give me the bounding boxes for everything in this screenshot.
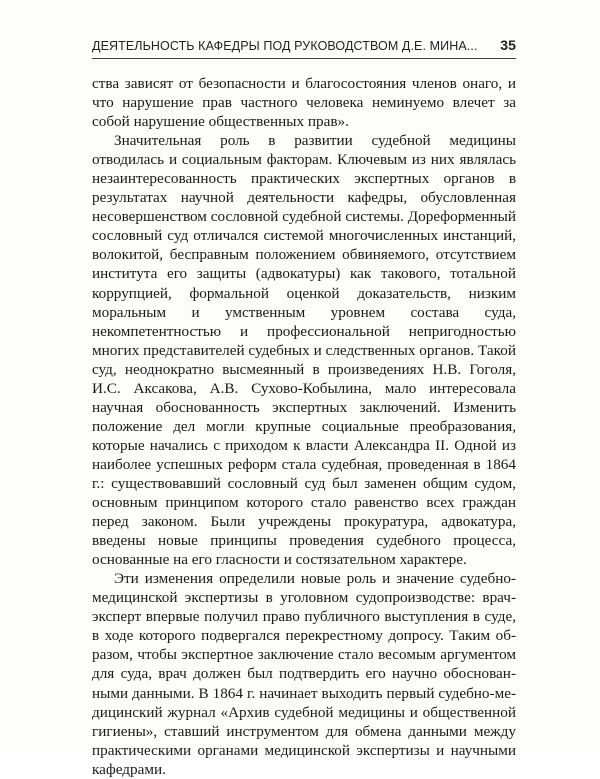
running-header xyxy=(92,36,516,59)
paragraph-continuation: ства зависят от безопасности и благосостояния членов онаго, и что нарушение прав частного человека неминуемо влечет за собой нарушение общественных прав». xyxy=(92,75,516,131)
paragraph-expertise-changes: Эти изменения определили новые роль и значение судебно-медицинской экспертизы в уголовном судопроизводстве: врач-эксперт впервые получил право публичного выступления в суде, в ходе которого подвергался перекрестному допросу. Таким образом, чтобы экспертное заключение стало весомым аргументом для суда, врач должен был подтвердить его научно обоснованными данными. В 1864 г. начинает выходить первый судебно-медицинский журнал «Архив судебной медицины и общественной гигиены», ставший инструментом для обмена данными между практическими органами медицинской экспертизы и научными кафедрами. xyxy=(92,570,516,778)
paragraph-social-factors: Значительная роль в развитии судебной медицины отводилась и социальным факторам. Ключевым из них являлась незаинтересованность практических экспертных органов в результатах научной деятельности кафедры, обусловленная несовершенством сословной судебной системы. Дореформенный сословный суд отличался системой многочисленных инстанций, волокитой, бесправным положением обвиняемого, отсутствием института его защиты (адвокатуры) как такового, тотальной коррупцией, формальной оценкой доказательств, низким моральным и умственным уровнем состава суда, некомпетентностью и профессиональной непригодностью многих представителей судебных и следственных органов. Такой суд, неоднократно высмеянный в произведениях Н.В. Гоголя, И.С. Аксакова, А.В. Сухово-Кобылина, мало интересовала научная обоснованность экспертных заключений. Изменить положение дел могли крупные социальные преобразования, которые начались с приходом к власти Александра II. Одной из наиболее успешных реформ стала судебная, проведенная в 1864 г.: существовавший сословный суд был заменен общим судом, основным принципом которого стало равенство всех граждан перед законом. Были учреждены прокуратура, адвокатура, введены новые принципы проведения судебного процесса, основанные на его гласности и состязательном характере. xyxy=(92,132,516,569)
body-text xyxy=(92,74,516,779)
page-number: 35 xyxy=(500,37,516,53)
running-header-title: ДЕЯТЕЛЬНОСТЬ КАФЕДРЫ ПОД РУКОВОДСТВОМ Д.Е. МИНА... xyxy=(92,39,478,53)
